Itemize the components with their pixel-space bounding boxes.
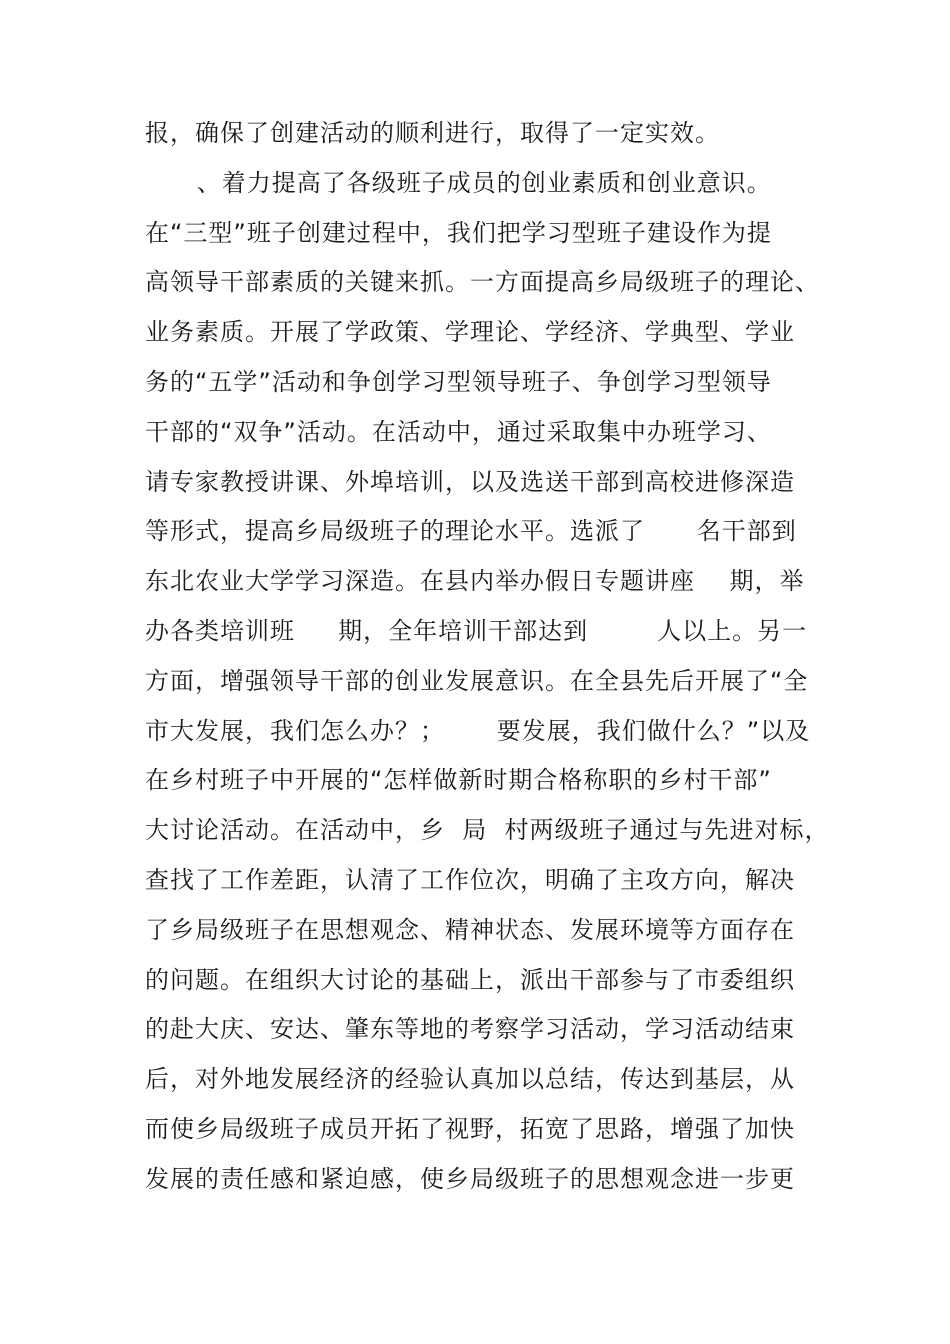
text-line: 干部的“双争”活动。在活动中，通过采取集中办班学习、 <box>145 417 772 446</box>
text-line: 的问题。在组织大讨论的基础上，派出干部参与了市委组织 <box>145 965 795 994</box>
text-line: 后，对外地发展经济的经验认真加以总结，传达到基层，从 <box>145 1065 795 1094</box>
text-line: 了乡局级班子在思想观念、精神状态、发展环境等方面存在 <box>145 915 795 944</box>
text-line: 办各类培训班 期，全年培训干部达到 人以上。另一 <box>145 616 808 645</box>
text-line: 而使乡局级班子成员开拓了视野，拓宽了思路，增强了加快 <box>145 1114 795 1143</box>
text-line: 市大发展，我们怎么办？； 要发展，我们做什么？”以及 <box>145 716 811 745</box>
text-line: 的赴大庆、安达、肇东等地的考察学习活动，学习活动结束 <box>145 1015 795 1044</box>
text-line: 在“三型”班子创建过程中，我们把学习型班子建设作为提 <box>145 218 772 247</box>
text-line: 发展的责任感和紧迫感，使乡局级班子的思想观念进一步更 <box>145 1164 795 1193</box>
text-line: 等形式，提高乡局级班子的理论水平。选派了 名干部到 <box>145 517 797 546</box>
text-line: 请专家教授讲课、外埠培训，以及选送干部到高校进修深造 <box>145 467 795 496</box>
body-text <box>145 113 830 1209</box>
text-line: 报，确保了创建活动的顺利进行，取得了一定实效。 <box>145 119 720 147</box>
text-line: 、着力提高了各级班子成员的创业素质和创业意识。 <box>145 168 772 197</box>
text-line: 业务素质。开展了学政策、学理论、学经济、学典型、学业 <box>145 318 795 347</box>
text-line: 东北农业大学学习深造。在县内举办假日专题讲座 期，举 <box>145 567 805 596</box>
text-line: 在乡村班子中开展的“怎样做新时期合格称职的乡村干部” <box>145 766 772 795</box>
text-line: 方面，增强领导干部的创业发展意识。在全县先后开展了“全 <box>145 666 809 695</box>
text-line: 查找了工作差距，认清了工作位次，明确了主攻方向，解决 <box>145 865 795 894</box>
text-line: 大讨论活动。在活动中，乡 局 村两级班子通过与先进对标， <box>145 816 830 845</box>
text-line: 高领导干部素质的关键来抓。一方面提高乡局级班子的理论、 <box>145 268 820 297</box>
text-line: 务的“五学”活动和争创学习型领导班子、争创学习型领导 <box>145 367 772 396</box>
